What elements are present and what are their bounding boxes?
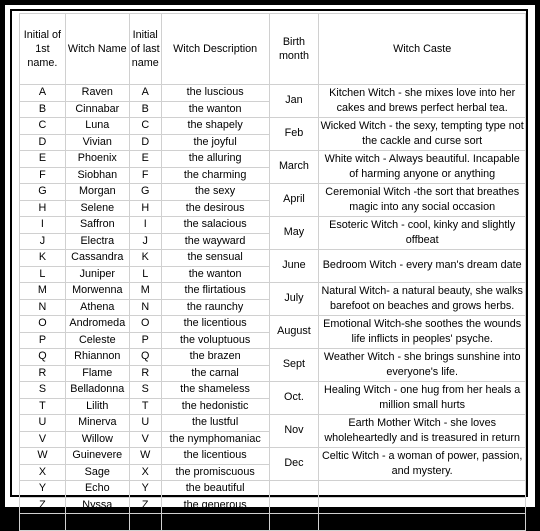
description-cell: the licentious bbox=[161, 316, 269, 333]
initial-last-cell: G bbox=[129, 184, 161, 201]
header-description: Witch Description bbox=[161, 14, 269, 85]
initial-first-cell: P bbox=[20, 332, 66, 349]
initial-first-cell: J bbox=[20, 233, 66, 250]
initial-last-cell: J bbox=[129, 233, 161, 250]
empty-cell bbox=[129, 514, 161, 531]
initial-first-cell: F bbox=[20, 167, 66, 184]
caste-cell: Kitchen Witch - she mixes love into her cakes and brews perfect herbal tea. bbox=[319, 85, 526, 118]
description-cell: the generous bbox=[161, 497, 269, 514]
initial-first-cell: G bbox=[20, 184, 66, 201]
table-row bbox=[20, 118, 526, 135]
empty-month-cell bbox=[269, 481, 319, 498]
initial-first-cell: O bbox=[20, 316, 66, 333]
empty-cell bbox=[269, 514, 319, 531]
table-row bbox=[20, 481, 526, 498]
witch-name-cell: Morgan bbox=[65, 184, 129, 201]
initial-last-cell: U bbox=[129, 415, 161, 432]
initial-last-cell: C bbox=[129, 118, 161, 135]
description-cell: the promiscuous bbox=[161, 464, 269, 481]
table-row bbox=[20, 283, 526, 300]
initial-last-cell: W bbox=[129, 448, 161, 465]
birth-month-cell: March bbox=[269, 151, 319, 184]
witch-name-cell: Minerva bbox=[65, 415, 129, 432]
initial-last-cell: F bbox=[129, 167, 161, 184]
initial-last-cell: H bbox=[129, 200, 161, 217]
witch-name-cell: Selene bbox=[65, 200, 129, 217]
initial-last-cell: M bbox=[129, 283, 161, 300]
birth-month-cell: Feb bbox=[269, 118, 319, 151]
witch-name-cell: Andromeda bbox=[65, 316, 129, 333]
header-row bbox=[20, 14, 526, 85]
initial-last-cell: V bbox=[129, 431, 161, 448]
header-birth-month: Birth month bbox=[269, 14, 319, 85]
initial-first-cell: H bbox=[20, 200, 66, 217]
empty-cell bbox=[20, 514, 66, 531]
table-row bbox=[20, 497, 526, 514]
initial-last-cell: N bbox=[129, 299, 161, 316]
initial-first-cell: S bbox=[20, 382, 66, 399]
initial-last-cell: A bbox=[129, 85, 161, 102]
empty-cell bbox=[65, 514, 129, 531]
initial-last-cell: L bbox=[129, 266, 161, 283]
description-cell: the nymphomaniac bbox=[161, 431, 269, 448]
initial-last-cell: P bbox=[129, 332, 161, 349]
witch-name-table bbox=[19, 13, 526, 531]
caste-cell: Bedroom Witch - every man's dream date bbox=[319, 250, 526, 283]
table-row bbox=[20, 85, 526, 102]
description-cell: the sexy bbox=[161, 184, 269, 201]
inner-frame bbox=[10, 9, 528, 511]
witch-name-cell: Electra bbox=[65, 233, 129, 250]
witch-name-cell: Athena bbox=[65, 299, 129, 316]
initial-last-cell: T bbox=[129, 398, 161, 415]
description-cell: the raunchy bbox=[161, 299, 269, 316]
description-cell: the shapely bbox=[161, 118, 269, 135]
witch-name-cell: Lilith bbox=[65, 398, 129, 415]
initial-last-cell: K bbox=[129, 250, 161, 267]
initial-first-cell: A bbox=[20, 85, 66, 102]
witch-name-cell: Siobhan bbox=[65, 167, 129, 184]
caste-cell: Emotional Witch-she soothes the wounds life inflicts in peoples' psyche. bbox=[319, 316, 526, 349]
initial-last-cell: X bbox=[129, 464, 161, 481]
initial-first-cell: Z bbox=[20, 497, 66, 514]
outer-frame bbox=[5, 5, 535, 511]
witch-name-cell: Vivian bbox=[65, 134, 129, 151]
table-row bbox=[20, 316, 526, 333]
witch-name-cell: Rhiannon bbox=[65, 349, 129, 366]
witch-name-cell: Phoenix bbox=[65, 151, 129, 168]
initial-last-cell: R bbox=[129, 365, 161, 382]
birth-month-cell: May bbox=[269, 217, 319, 250]
initial-last-cell: E bbox=[129, 151, 161, 168]
table-row bbox=[20, 382, 526, 399]
initial-last-cell: O bbox=[129, 316, 161, 333]
witch-name-cell: Echo bbox=[65, 481, 129, 498]
caste-cell: Celtic Witch - a woman of power, passion, and mystery. bbox=[319, 448, 526, 481]
initial-first-cell: R bbox=[20, 365, 66, 382]
initial-last-cell: D bbox=[129, 134, 161, 151]
witch-name-cell: Willow bbox=[65, 431, 129, 448]
initial-last-cell: Q bbox=[129, 349, 161, 366]
description-cell: the salacious bbox=[161, 217, 269, 234]
description-cell: the desirous bbox=[161, 200, 269, 217]
description-cell: the charming bbox=[161, 167, 269, 184]
witch-name-cell: Luna bbox=[65, 118, 129, 135]
initial-first-cell: K bbox=[20, 250, 66, 267]
initial-last-cell: I bbox=[129, 217, 161, 234]
description-cell: the beautiful bbox=[161, 481, 269, 498]
witch-name-cell: Juniper bbox=[65, 266, 129, 283]
description-cell: the sensual bbox=[161, 250, 269, 267]
description-cell: the hedonistic bbox=[161, 398, 269, 415]
description-cell: the alluring bbox=[161, 151, 269, 168]
witch-name-cell: Raven bbox=[65, 85, 129, 102]
caste-cell: Earth Mother Witch - she loves wholeheartedly and is treasured in return bbox=[319, 415, 526, 448]
witch-name-cell: Guinevere bbox=[65, 448, 129, 465]
caste-cell: Healing Witch - one hug from her heals a million small hurts bbox=[319, 382, 526, 415]
initial-last-cell: B bbox=[129, 101, 161, 118]
caste-cell: Esoteric Witch - cool, kinky and slightly offbeat bbox=[319, 217, 526, 250]
birth-month-cell: August bbox=[269, 316, 319, 349]
witch-name-cell: Morwenna bbox=[65, 283, 129, 300]
birth-month-cell: Dec bbox=[269, 448, 319, 481]
table-row bbox=[20, 151, 526, 168]
initial-first-cell: U bbox=[20, 415, 66, 432]
description-cell: the wayward bbox=[161, 233, 269, 250]
empty-caste-cell bbox=[319, 497, 526, 514]
table-row bbox=[20, 349, 526, 366]
description-cell: the wanton bbox=[161, 101, 269, 118]
witch-name-cell: Saffron bbox=[65, 217, 129, 234]
description-cell: the wanton bbox=[161, 266, 269, 283]
header-witch-name: Witch Name bbox=[65, 14, 129, 85]
description-cell: the carnal bbox=[161, 365, 269, 382]
initial-first-cell: C bbox=[20, 118, 66, 135]
initial-first-cell: T bbox=[20, 398, 66, 415]
header-caste: Witch Caste bbox=[319, 14, 526, 85]
witch-name-cell: Cinnabar bbox=[65, 101, 129, 118]
initial-first-cell: I bbox=[20, 217, 66, 234]
initial-first-cell: M bbox=[20, 283, 66, 300]
initial-last-cell: Z bbox=[129, 497, 161, 514]
birth-month-cell: July bbox=[269, 283, 319, 316]
table-row bbox=[20, 217, 526, 234]
description-cell: the brazen bbox=[161, 349, 269, 366]
initial-last-cell: Y bbox=[129, 481, 161, 498]
witch-name-cell: Celeste bbox=[65, 332, 129, 349]
empty-row bbox=[20, 514, 526, 531]
table-row bbox=[20, 250, 526, 267]
header-initial-last: Initial of last name bbox=[129, 14, 161, 85]
birth-month-cell: Nov bbox=[269, 415, 319, 448]
initial-first-cell: Y bbox=[20, 481, 66, 498]
description-cell: the flirtatious bbox=[161, 283, 269, 300]
witch-name-cell: Nyssa bbox=[65, 497, 129, 514]
initial-first-cell: B bbox=[20, 101, 66, 118]
caste-cell: Natural Witch- a natural beauty, she walks barefoot on beaches and grows herbs. bbox=[319, 283, 526, 316]
table-row bbox=[20, 415, 526, 432]
empty-month-cell bbox=[269, 497, 319, 514]
initial-first-cell: V bbox=[20, 431, 66, 448]
witch-name-cell: Sage bbox=[65, 464, 129, 481]
birth-month-cell: Oct. bbox=[269, 382, 319, 415]
description-cell: the luscious bbox=[161, 85, 269, 102]
birth-month-cell: June bbox=[269, 250, 319, 283]
empty-cell bbox=[161, 514, 269, 531]
initial-first-cell: E bbox=[20, 151, 66, 168]
initial-first-cell: L bbox=[20, 266, 66, 283]
birth-month-cell: April bbox=[269, 184, 319, 217]
caste-cell: Weather Witch - she brings sunshine into everyone's life. bbox=[319, 349, 526, 382]
description-cell: the shameless bbox=[161, 382, 269, 399]
birth-month-cell: Jan bbox=[269, 85, 319, 118]
caste-cell: White witch - Always beautiful. Incapable of harming anyone or anything bbox=[319, 151, 526, 184]
witch-name-cell: Belladonna bbox=[65, 382, 129, 399]
initial-first-cell: D bbox=[20, 134, 66, 151]
empty-caste-cell bbox=[319, 481, 526, 498]
empty-cell bbox=[319, 514, 526, 531]
table-row bbox=[20, 184, 526, 201]
birth-month-cell: Sept bbox=[269, 349, 319, 382]
table-row bbox=[20, 448, 526, 465]
description-cell: the licentious bbox=[161, 448, 269, 465]
description-cell: the joyful bbox=[161, 134, 269, 151]
witch-name-cell: Flame bbox=[65, 365, 129, 382]
initial-last-cell: S bbox=[129, 382, 161, 399]
description-cell: the voluptuous bbox=[161, 332, 269, 349]
caste-cell: Ceremonial Witch -the sort that breathes magic into any social occasion bbox=[319, 184, 526, 217]
initial-first-cell: N bbox=[20, 299, 66, 316]
description-cell: the lustful bbox=[161, 415, 269, 432]
caste-cell: Wicked Witch - the sexy, tempting type not the cackle and curse sort bbox=[319, 118, 526, 151]
header-initial-first: Initial of 1st name. bbox=[20, 14, 66, 85]
initial-first-cell: W bbox=[20, 448, 66, 465]
witch-name-cell: Cassandra bbox=[65, 250, 129, 267]
initial-first-cell: X bbox=[20, 464, 66, 481]
initial-first-cell: Q bbox=[20, 349, 66, 366]
